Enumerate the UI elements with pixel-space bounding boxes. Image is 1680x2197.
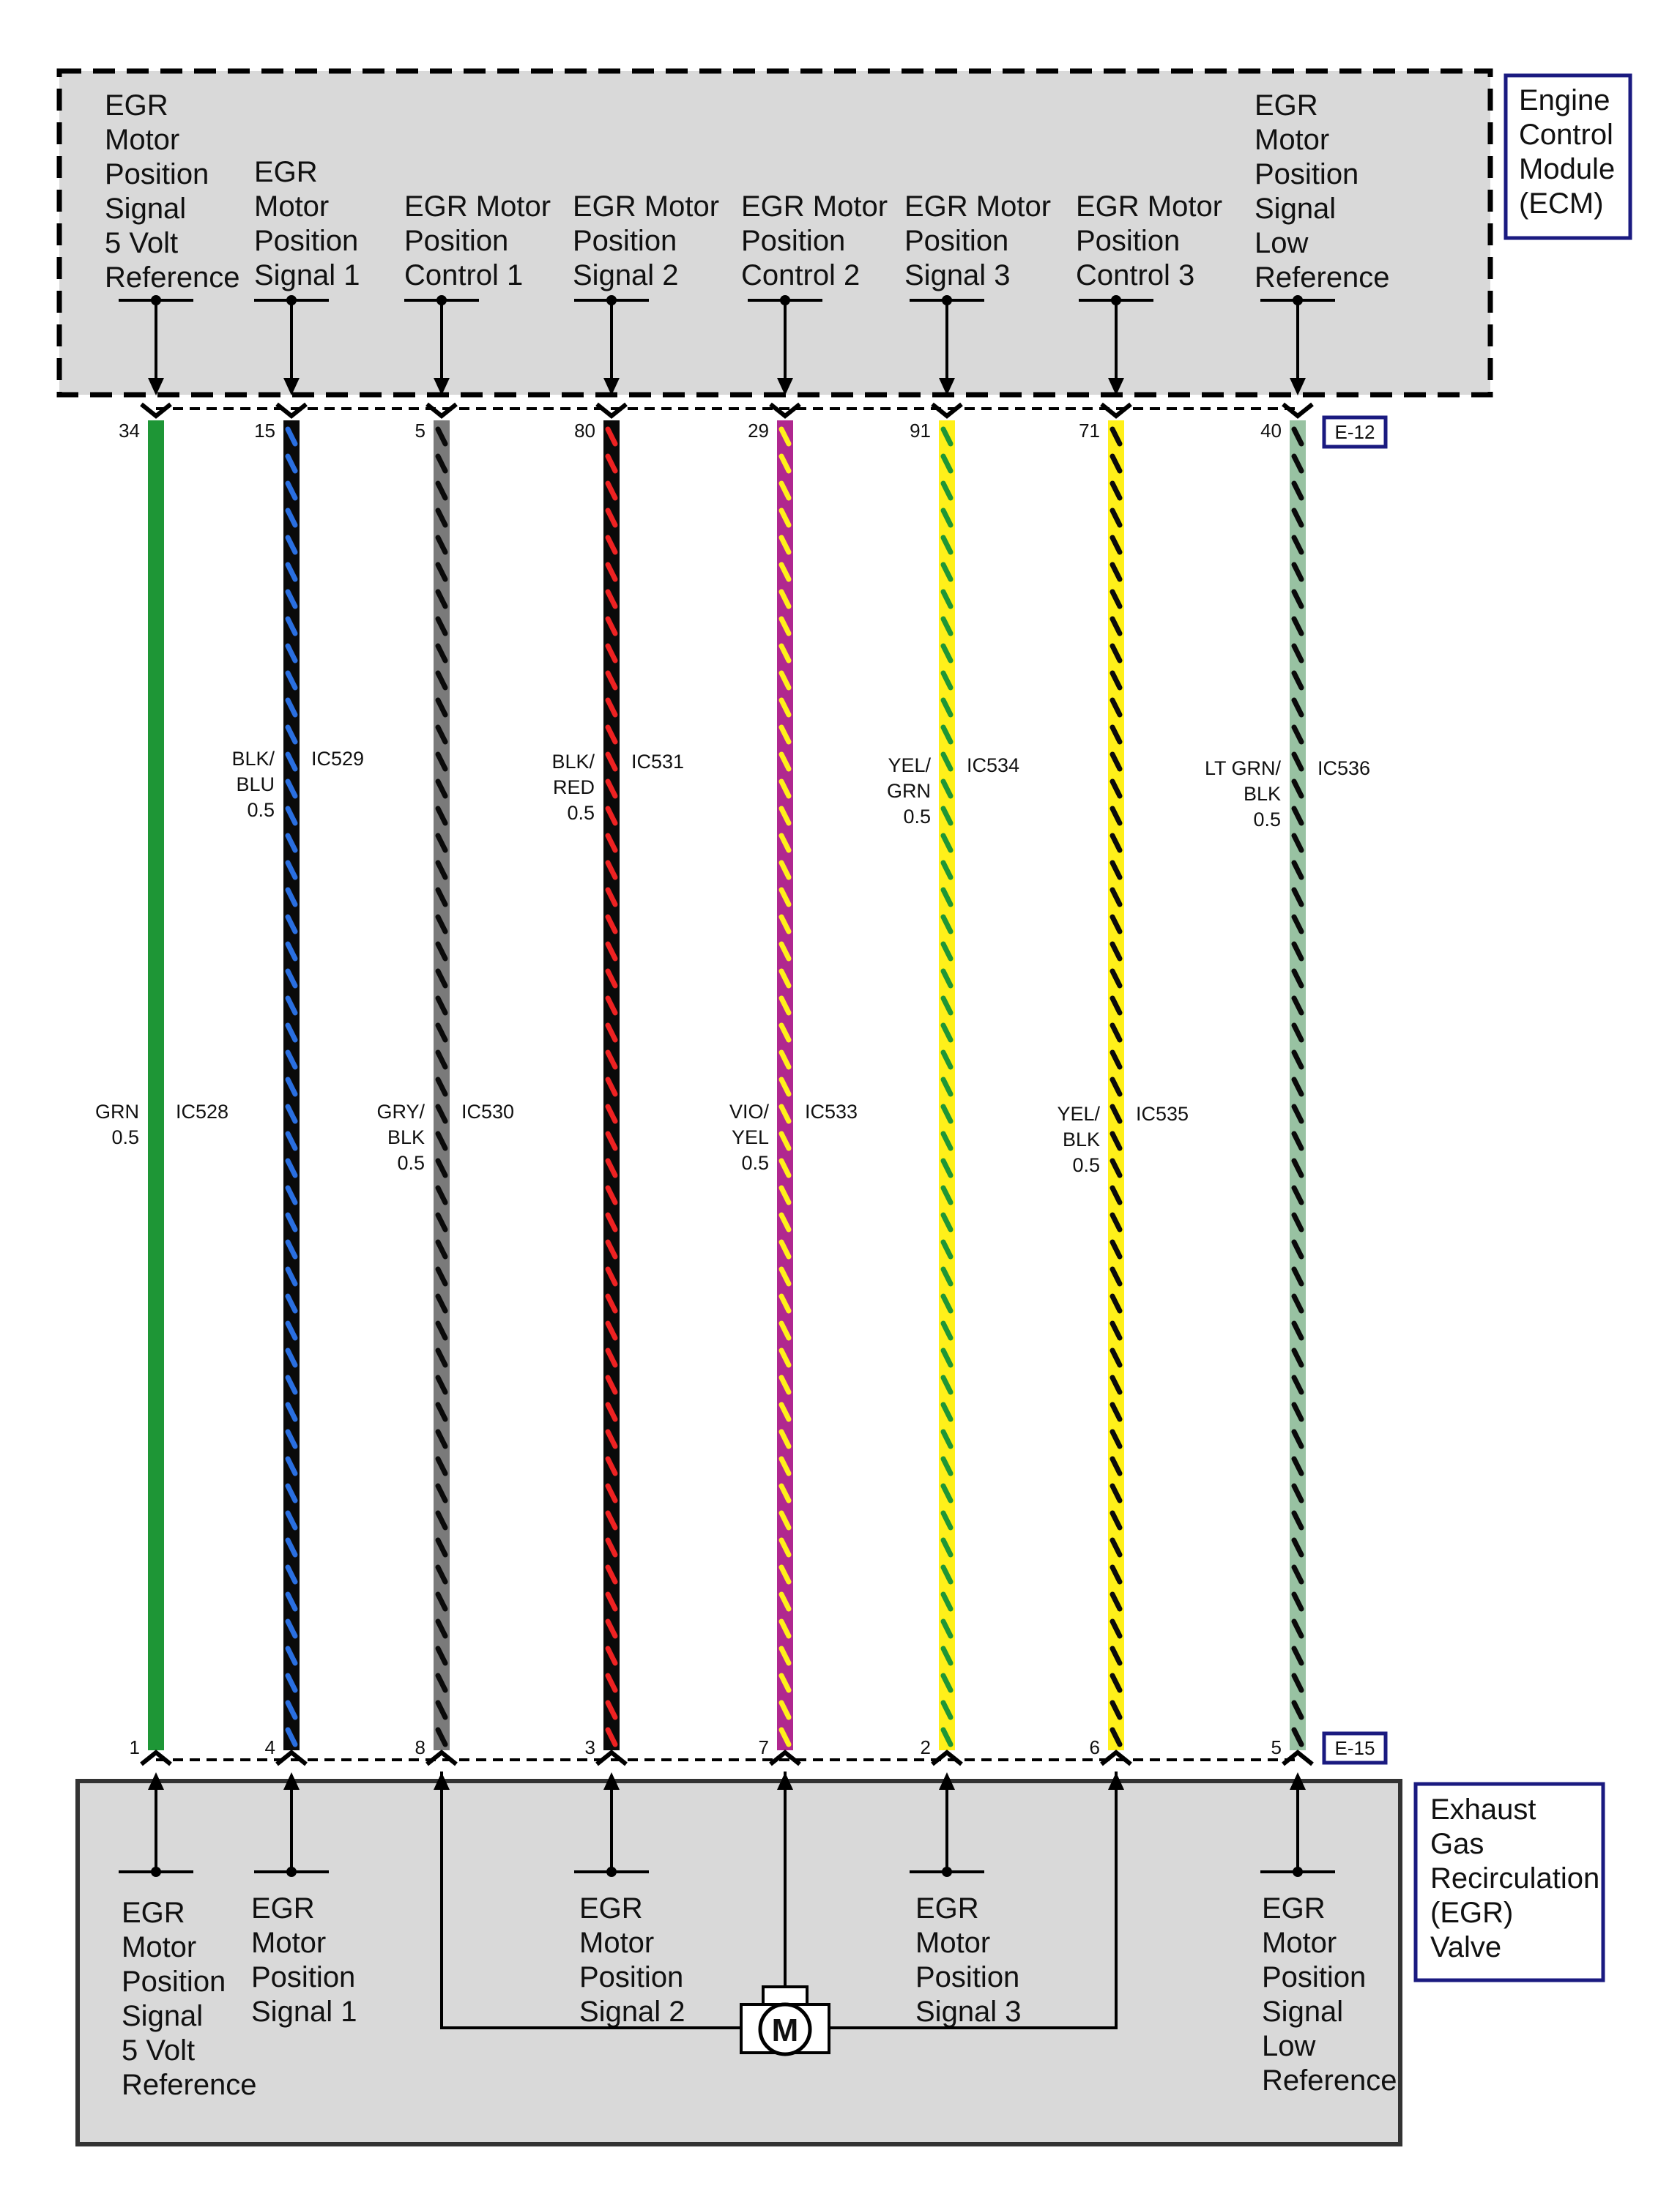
- svg-text:Position: Position: [404, 225, 509, 257]
- svg-text:Signal: Signal: [105, 193, 187, 225]
- wires-layer: [156, 420, 1301, 1750]
- svg-text:Signal 3: Signal 3: [915, 1996, 1022, 2028]
- svg-text:EGR: EGR: [579, 1892, 643, 1925]
- svg-text:5 Volt: 5 Volt: [122, 2034, 196, 2067]
- svg-text:Low: Low: [1255, 227, 1309, 259]
- egr-valve-title-line: Valve: [1430, 1931, 1502, 1963]
- svg-text:Control 1: Control 1: [404, 259, 524, 291]
- svg-text:Position: Position: [122, 1966, 226, 1998]
- wire-color-label: LT GRN/: [1204, 757, 1281, 779]
- valve-pin-dot: [606, 1867, 617, 1877]
- circuit-number: IC528: [176, 1101, 229, 1123]
- svg-text:Motor: Motor: [915, 1927, 991, 1959]
- svg-text:EGR: EGR: [254, 156, 318, 188]
- wire-IC529: [288, 420, 295, 1750]
- svg-text:Reference: Reference: [122, 2069, 257, 2101]
- wire-color-label: BLK/: [551, 751, 595, 773]
- ecm-pin-number: 29: [748, 420, 769, 442]
- terminals-layer: [119, 295, 1335, 1877]
- wire-IC535: [1112, 420, 1120, 1750]
- svg-text:Position: Position: [1255, 158, 1359, 190]
- svg-text:Motor: Motor: [579, 1927, 655, 1959]
- circuit-number: IC535: [1136, 1103, 1189, 1125]
- svg-text:Motor: Motor: [1262, 1927, 1337, 1959]
- svg-text:EGR Motor: EGR Motor: [741, 190, 888, 223]
- valve-pin-number: 3: [584, 1736, 595, 1758]
- svg-text:EGR Motor: EGR Motor: [404, 190, 551, 223]
- svg-text:Position: Position: [904, 225, 1009, 257]
- svg-text:EGR: EGR: [1255, 89, 1318, 122]
- svg-text:Motor: Motor: [105, 124, 180, 156]
- circuit-number: IC533: [805, 1101, 858, 1123]
- egr-valve-title-line: Exhaust: [1430, 1793, 1536, 1826]
- wire-color-label: YEL: [731, 1126, 769, 1148]
- ecm-connector-tag: [1324, 417, 1386, 447]
- valve-pin-number: 7: [758, 1736, 769, 1758]
- svg-text:Control 3: Control 3: [1076, 259, 1195, 291]
- ecm-terminal-chevron: [932, 404, 962, 416]
- egr-valve-title-line: (EGR): [1430, 1897, 1514, 1929]
- valve-pin-number: 4: [264, 1736, 275, 1758]
- wire-color-label: YEL/: [1057, 1103, 1100, 1125]
- wire-color-label: VIO/: [729, 1101, 769, 1123]
- circuit-number: IC530: [461, 1101, 515, 1123]
- ecm-title-box: [1506, 75, 1630, 238]
- svg-text:Signal: Signal: [122, 2000, 204, 2032]
- wire-label-IC533: [729, 1101, 858, 1174]
- svg-text:Reference: Reference: [1255, 261, 1390, 294]
- ecm-pin-number: 5: [415, 420, 425, 442]
- svg-text:Position: Position: [254, 225, 359, 257]
- circuit-number: IC534: [967, 754, 1020, 776]
- svg-text:EGR: EGR: [105, 89, 168, 122]
- valve-terminal-chevron: [427, 1752, 456, 1764]
- wire-gauge: 0.5: [397, 1152, 425, 1174]
- valve-pin-number: 6: [1089, 1736, 1100, 1758]
- ecm-pin-number: 80: [574, 420, 595, 442]
- svg-text:Motor: Motor: [1255, 124, 1330, 156]
- svg-text:Signal 2: Signal 2: [579, 1996, 685, 2028]
- ecm-terminal-chevron: [1283, 404, 1312, 416]
- wire-gauge: 0.5: [1253, 808, 1281, 830]
- wire-color-label: GRN: [95, 1101, 139, 1123]
- wire-color-label: YEL/: [888, 754, 931, 776]
- ecm-title-line: Engine: [1519, 84, 1610, 116]
- svg-text:Motor: Motor: [122, 1931, 197, 1963]
- wire-IC530: [438, 420, 445, 1750]
- wire-color-label: BLU: [236, 773, 275, 795]
- egr-valve-connector-tag: [1324, 1733, 1386, 1763]
- valve-terminal-chevron: [932, 1752, 962, 1764]
- ecm-title-line: (ECM): [1519, 187, 1604, 220]
- svg-text:M: M: [771, 2012, 799, 2048]
- svg-text:Position: Position: [1262, 1961, 1367, 1993]
- ecm-title-line: Module: [1519, 153, 1616, 185]
- svg-text:Position: Position: [579, 1961, 684, 1993]
- valve-pin-dot: [942, 1867, 952, 1877]
- wire-color-label: GRY/: [376, 1101, 425, 1123]
- valve-pin-number: 5: [1271, 1736, 1282, 1758]
- svg-text:Position: Position: [105, 158, 209, 190]
- svg-text:Position: Position: [573, 225, 677, 257]
- wire-gauge: 0.5: [903, 806, 931, 828]
- svg-text:Signal: Signal: [1255, 193, 1337, 225]
- svg-text:Position: Position: [741, 225, 846, 257]
- ecm-pin-number: 15: [254, 420, 275, 442]
- wire-IC534: [943, 420, 951, 1750]
- egr-valve-title-line: Recirculation: [1430, 1862, 1600, 1895]
- svg-text:Signal 1: Signal 1: [251, 1996, 357, 2028]
- svg-text:EGR: EGR: [251, 1892, 315, 1925]
- svg-text:EGR: EGR: [122, 1897, 185, 1929]
- wire-IC536: [1294, 420, 1301, 1750]
- wire-color-label: RED: [552, 776, 595, 798]
- svg-text:Signal: Signal: [1262, 1996, 1344, 2028]
- svg-text:EGR Motor: EGR Motor: [1076, 190, 1223, 223]
- valve-pin-number: 2: [920, 1736, 931, 1758]
- wire-color-label: GRN: [887, 780, 931, 802]
- ecm-pin-number: 34: [119, 420, 140, 442]
- wire-color-label: BLK: [1243, 783, 1281, 805]
- wire-color-label: BLK/: [231, 748, 275, 770]
- valve-pin-dot: [151, 1867, 161, 1877]
- svg-text:Signal 2: Signal 2: [573, 259, 679, 291]
- svg-text:Position: Position: [251, 1961, 356, 1993]
- wire-color-label: BLK: [387, 1126, 425, 1148]
- svg-text:5 Volt: 5 Volt: [105, 227, 179, 259]
- svg-text:Reference: Reference: [1262, 2064, 1397, 2097]
- svg-text:Control 2: Control 2: [741, 259, 861, 291]
- svg-text:EGR Motor: EGR Motor: [573, 190, 720, 223]
- valve-pin-number: 1: [129, 1736, 140, 1758]
- svg-text:Low: Low: [1262, 2030, 1316, 2062]
- wire-color-label: BLK: [1062, 1129, 1100, 1150]
- wire-IC531: [608, 420, 615, 1750]
- svg-text:Position: Position: [1076, 225, 1181, 257]
- valve-pin-number: 8: [415, 1736, 425, 1758]
- wire-gauge: 0.5: [111, 1126, 139, 1148]
- svg-text:Motor: Motor: [251, 1927, 327, 1959]
- svg-text:Motor: Motor: [254, 190, 330, 223]
- ecm-pin-number: 91: [910, 420, 931, 442]
- egr-valve-title-box: [1416, 1784, 1603, 1980]
- wire-gauge: 0.5: [741, 1152, 769, 1174]
- svg-text:Signal 1: Signal 1: [254, 259, 360, 291]
- circuit-number: IC529: [311, 748, 365, 770]
- svg-text:E-15: E-15: [1334, 1737, 1375, 1759]
- circuit-number: IC531: [631, 751, 685, 773]
- wire-gauge: 0.5: [247, 799, 275, 821]
- ecm-title-line: Control: [1519, 119, 1613, 151]
- ecm-terminal-chevron: [427, 404, 456, 416]
- egr-valve-title-line: Gas: [1430, 1828, 1484, 1860]
- wire-IC533: [781, 420, 789, 1750]
- valve-pin-dot: [286, 1867, 297, 1877]
- wire-label-IC536: [1205, 757, 1370, 830]
- ecm-pin-number: 40: [1260, 420, 1282, 442]
- svg-text:Reference: Reference: [105, 261, 240, 294]
- wire-gauge: 0.5: [567, 802, 595, 824]
- svg-text:Position: Position: [915, 1961, 1020, 1993]
- svg-text:E-12: E-12: [1334, 421, 1375, 443]
- valve-terminal-chevron: [1283, 1752, 1312, 1764]
- svg-text:Signal 3: Signal 3: [904, 259, 1011, 291]
- svg-text:EGR: EGR: [915, 1892, 979, 1925]
- circuit-number: IC536: [1317, 757, 1371, 779]
- svg-text:EGR: EGR: [1262, 1892, 1326, 1925]
- valve-pin-dot: [1293, 1867, 1303, 1877]
- ecm-pin-number: 71: [1079, 420, 1100, 442]
- svg-text:EGR Motor: EGR Motor: [904, 190, 1052, 223]
- wire-gauge: 0.5: [1072, 1154, 1100, 1176]
